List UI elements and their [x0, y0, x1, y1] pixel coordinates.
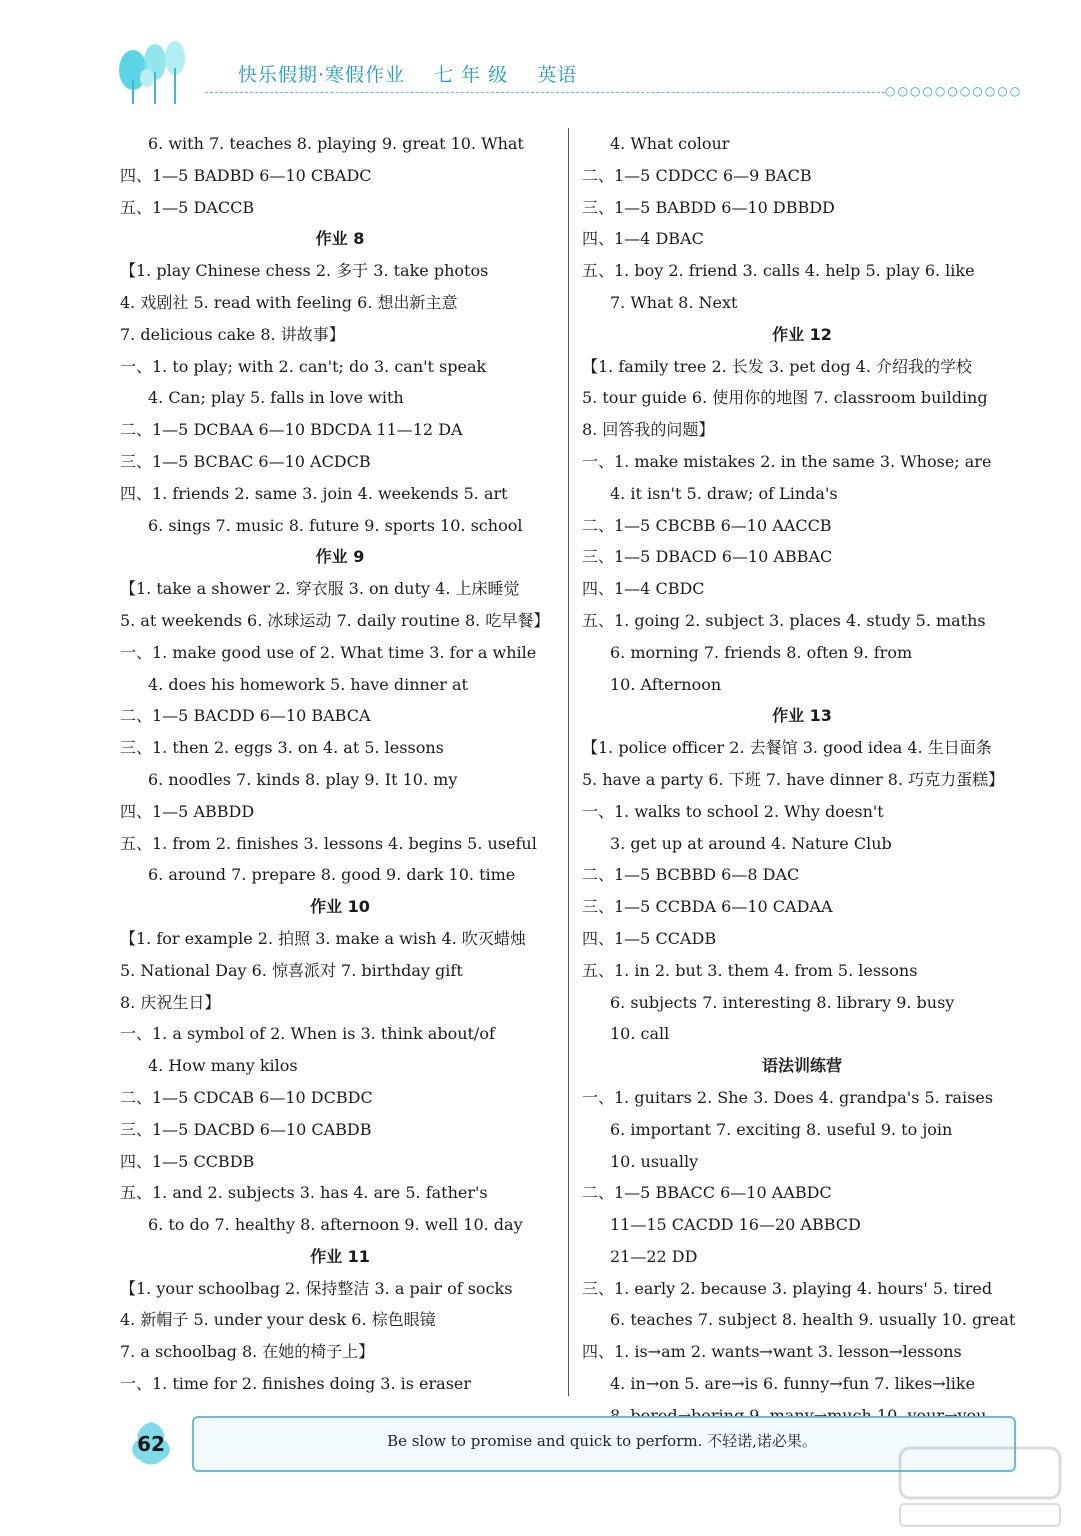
answer-line: 一、1. make mistakes 2. in the same 3. Whose; are	[582, 451, 992, 471]
answer-line: 三、1. then 2. eggs 3. on 4. at 5. lessons	[120, 738, 444, 758]
answer-line: 10. call	[610, 1024, 670, 1044]
answer-line: 五、1. going 2. subject 3. places 4. study 5. maths	[582, 610, 986, 630]
answer-line: 10. Afternoon	[610, 674, 722, 694]
answer-line: 二、1—5 DCBAA 6—10 BDCDA 11—12 DA	[120, 420, 463, 440]
section-heading: 作业 10	[310, 897, 370, 917]
answer-line: 【1. police officer 2. 去餐馆 3. good idea 4. 生日面条	[582, 738, 992, 758]
answer-line: 一、1. walks to school 2. Why doesn't	[582, 801, 884, 821]
answer-line: 6. to do 7. healthy 8. afternoon 9. well 10. day	[148, 1215, 523, 1235]
answer-column-left	[120, 128, 560, 1400]
answer-line: 一、1. guitars 2. She 3. Does 4. grandpa's 5. raises	[582, 1087, 994, 1107]
grade: 七 年 级	[434, 64, 509, 86]
answer-line: 一、1. to play; with 2. can't; do 3. can't speak	[120, 356, 487, 376]
answer-line: 二、1—5 BACDD 6—10 BABCA	[120, 706, 371, 726]
answer-line: 一、1. a symbol of 2. When is 3. think about/of	[120, 1024, 495, 1044]
answer-line: 四、1. is→am 2. wants→want 3. lesson→lessons	[582, 1342, 962, 1362]
answer-line: 四、1. friends 2. same 3. join 4. weekends 5. art	[120, 483, 508, 503]
answer-line: 二、1—5 CBCBB 6—10 AACCB	[582, 515, 832, 535]
subject: 英语	[537, 64, 578, 86]
answer-line: 21—22 DD	[610, 1246, 698, 1266]
answer-line: 6. teaches 7. subject 8. health 9. usually 10. great	[610, 1310, 1016, 1330]
answer-line: 五、1. boy 2. friend 3. calls 4. help 5. play 6. like	[582, 261, 975, 281]
answer-line: 二、1—5 CDDCC 6—9 BACB	[582, 165, 812, 185]
answer-line: 3. get up at around 4. Nature Club	[610, 833, 892, 853]
section-heading: 作业 13	[772, 706, 832, 726]
answer-line: 【1. family tree 2. 长发 3. pet dog 4. 介绍我的学校	[582, 356, 973, 376]
answer-line: 10. usually	[610, 1151, 699, 1171]
answer-line: 三、1—5 DBACD 6—10 ABBAC	[582, 547, 833, 567]
answer-line: 5. National Day 6. 惊喜派对 7. birthday gift	[120, 960, 463, 980]
answer-line: 4. What colour	[610, 134, 730, 153]
header-rule	[205, 92, 885, 93]
answer-line: 四、1—5 BADBD 6—10 CBADC	[120, 165, 372, 185]
answer-line: 五、1—5 DACCB	[120, 197, 255, 217]
answer-line: 5. tour guide 6. 使用你的地图 7. classroom building	[582, 388, 988, 408]
page-number: 62	[137, 1432, 165, 1456]
answer-line: 三、1—5 BCBAC 6—10 ACDCB	[120, 451, 371, 471]
answer-line: 【1. play Chinese chess 2. 多于 3. take photos	[120, 261, 489, 281]
section-heading: 作业 9	[315, 547, 365, 567]
answer-line: 6. with 7. teaches 8. playing 9. great 10. What	[148, 134, 524, 153]
header-title	[238, 60, 599, 87]
answer-line: 6. morning 7. friends 8. often 9. from	[610, 642, 913, 662]
answer-line: 4. it isn't 5. draw; of Linda's	[610, 483, 838, 503]
answer-line: 5. have a party 6. 下班 7. have dinner 8. 巧克力蛋糕】	[582, 769, 1005, 789]
page-footer	[120, 1408, 1020, 1478]
answer-line: 5. at weekends 6. 冰球运动 7. daily routine 8. 吃早餐】	[120, 610, 550, 630]
section-heading: 语法训练营	[761, 1056, 842, 1076]
answer-line: 三、1—5 BABDD 6—10 DBBDD	[582, 197, 835, 217]
answer-line: 6. around 7. prepare 8. good 9. dark 10. time	[148, 865, 516, 885]
answer-line: 6. important 7. exciting 8. useful 9. to join	[610, 1119, 953, 1139]
answer-line: 四、1—5 ABBDD	[120, 801, 255, 821]
column-divider	[568, 128, 569, 1396]
watermark-icon	[890, 1440, 1070, 1532]
answer-line: 【1. your schoolbag 2. 保持整洁 3. a pair of socks	[120, 1278, 513, 1298]
section-heading: 作业 8	[315, 229, 365, 249]
answer-line: 二、1—5 BCBBD 6—8 DAC	[582, 865, 800, 885]
answer-line: 4. How many kilos	[148, 1056, 298, 1076]
answer-line: 四、1—4 CBDC	[582, 579, 705, 599]
answer-line: 7. a schoolbag 8. 在她的椅子上】	[120, 1342, 375, 1362]
answer-line: 二、1—5 CDCAB 6—10 DCBDC	[120, 1087, 373, 1107]
answer-line: 二、1—5 BBACC 6—10 AABDC	[582, 1183, 832, 1203]
answer-line: 4. does his homework 5. have dinner at	[148, 674, 468, 694]
motto-text: Be slow to promise and quick to perform. 不轻诺,诺必果。	[387, 1432, 817, 1450]
answer-line: 五、1. and 2. subjects 3. has 4. are 5. father's	[120, 1183, 488, 1203]
answer-line: 4. 戏剧社 5. read with feeling 6. 想出新主意	[120, 292, 458, 312]
answer-line: 6. subjects 7. interesting 8. library 9. busy	[610, 992, 955, 1012]
section-heading: 作业 11	[310, 1246, 370, 1266]
answer-line: 6. sings 7. music 8. future 9. sports 10. school	[148, 515, 523, 535]
answer-line: 6. noodles 7. kinds 8. play 9. It 10. my	[148, 769, 458, 789]
answer-line: 五、1. from 2. finishes 3. lessons 4. begins 5. useful	[120, 833, 537, 853]
answer-line: 【1. for example 2. 拍照 3. make a wish 4. 吹灭蜡烛	[120, 928, 526, 948]
answer-line: 7. delicious cake 8. 讲故事】	[120, 324, 345, 344]
answer-line: 8. 回答我的问题】	[582, 420, 715, 440]
answer-line: 4. 新帽子 5. under your desk 6. 棕色眼镜	[120, 1310, 436, 1330]
answer-line: 三、1—5 DACBD 6—10 CABDB	[120, 1119, 372, 1139]
answer-line: 一、1. time for 2. finishes doing 3. is eraser	[120, 1374, 472, 1394]
answer-line: 三、1—5 CCBDA 6—10 CADAA	[582, 897, 833, 917]
answer-line: 五、1. in 2. but 3. them 4. from 5. lessons	[582, 960, 918, 980]
answer-line: 三、1. early 2. because 3. playing 4. hours' 5. tired	[582, 1278, 993, 1298]
answer-line: 11—15 CACDD 16—20 ABBCD	[610, 1215, 861, 1235]
answer-line: 4. in→on 5. are→is 6. funny→fun 7. likes→like	[610, 1374, 976, 1394]
answer-line: 一、1. make good use of 2. What time 3. for a while	[120, 642, 537, 662]
answer-line: 【1. take a shower 2. 穿衣服 3. on duty 4. 上床睡觉	[120, 579, 520, 599]
section-heading: 作业 12	[772, 324, 832, 344]
answer-line: 8. 庆祝生日】	[120, 992, 221, 1012]
answer-line: 四、1—5 CCBDB	[120, 1151, 255, 1171]
book-title: 快乐假期·寒假作业	[238, 64, 406, 86]
answer-line: 四、1—4 DBAC	[582, 229, 704, 249]
tree-logo-icon	[115, 38, 205, 108]
answer-line: 7. What 8. Next	[610, 292, 738, 312]
answer-line: 4. Can; play 5. falls in love with	[148, 388, 404, 408]
answer-line: 四、1—5 CCADB	[582, 928, 717, 948]
answer-column-right	[582, 128, 1022, 1432]
header-dots: ○○○○○○○○○○○	[885, 84, 1023, 98]
page-header	[0, 0, 1081, 110]
